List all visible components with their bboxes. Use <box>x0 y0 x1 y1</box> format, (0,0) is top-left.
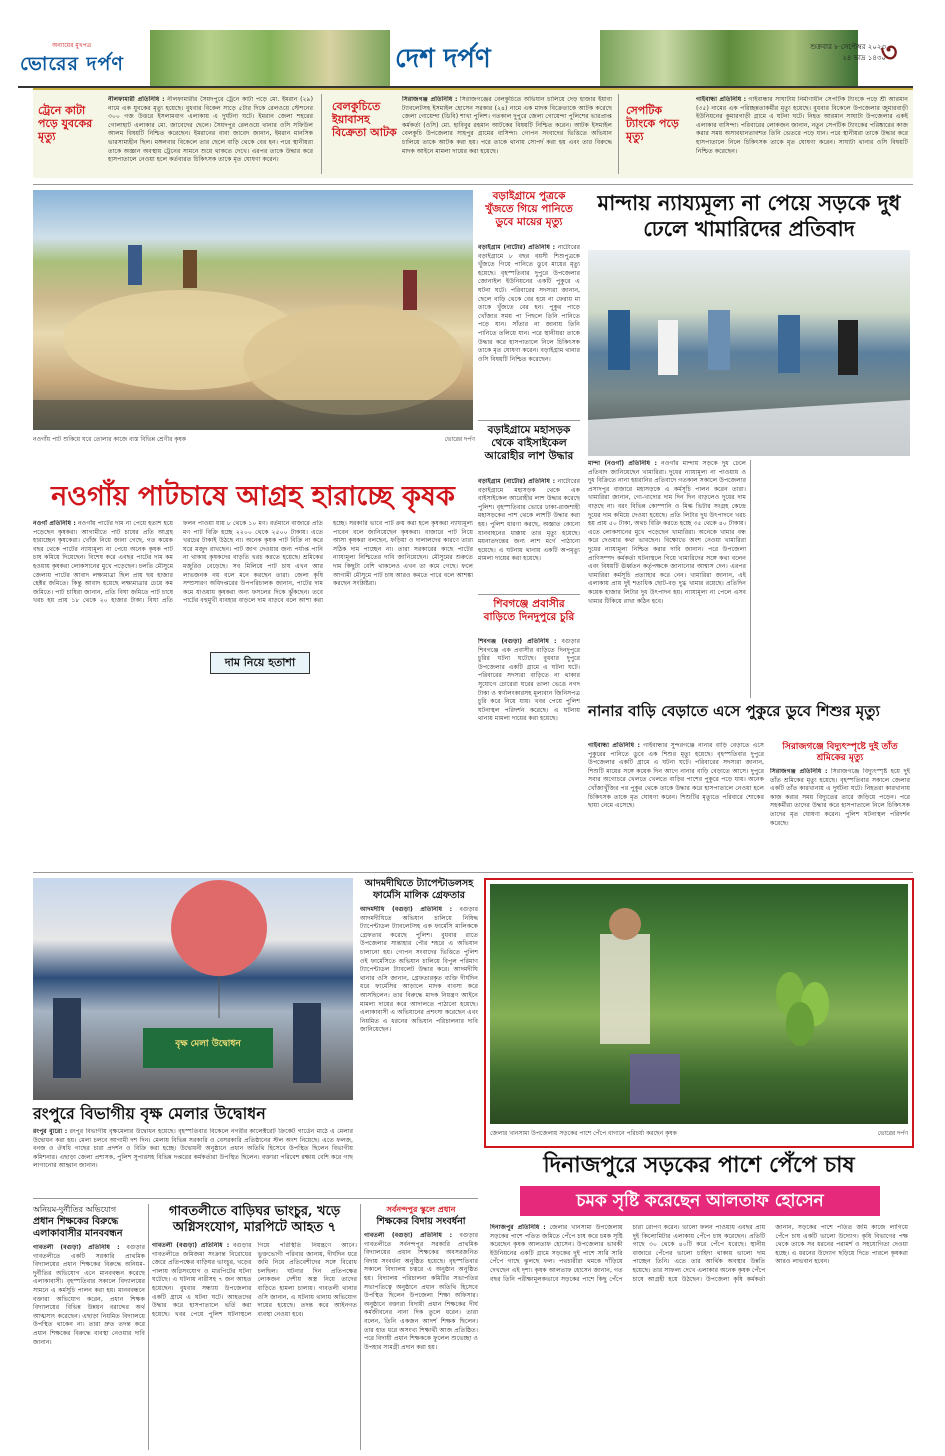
papaya-photo-illustration <box>490 884 908 1124</box>
papaya-farmer-photo <box>490 884 908 1124</box>
tree-fair-text: রংপুর বিভাগীয় বৃক্ষমেলার উদ্বোধন হয়েছে। বৃহস্পতিবার বিকেলে নগরীর কালেক্টরেট ক্রিকেট গার্ডেন মাঠে এ মেলার উদ্বোধন করা হয়। মেলা চলবে আগামী দশ দিন। মেলায় বিভিন্ন সরকারি ও বেসরকারি প্রতিষ্ঠানের স্টল অংশ নিয়েছে। এতে ফলজ, বনজ ও ঔষধি গাছের চারা প্রদর্শন ও বিক্রি করা হচ্ছে। উদ্বোধনী অনুষ্ঠানে প্রধান অতিথি হিসেবে উপস্থিত ছিলেন বিভাগীয় কমিশনার। এছাড়া জেলা প্রশাসক, পুলিশ সুপারসহ বিভিন্ন দপ্তরের কর্মকর্তারা উপস্থিত ছিলেন। বক্তারা পরিবেশ রক্ষায় বেশি করে গাছ লাগানোর আহ্বান জানান। <box>33 1128 353 1170</box>
fire-dateline: গাবতলী (বগুড়া) প্রতিনিধি : <box>152 1242 230 1249</box>
tree-fair-dateline: রংপুর ব্যুরো : <box>33 1128 68 1135</box>
pharmacy-body <box>360 906 478 1196</box>
section-name: দেশ দর্পণ <box>395 44 491 74</box>
tree-fair-photo <box>33 878 353 1100</box>
header-photo-strip-left <box>150 30 390 88</box>
milk-text: নওগাঁর মান্দায় সড়কে দুধ ঢেলে প্রতিবাদ জানিয়েছেন খামারিরা। দুধের ন্যায্যমূল্য না পাওয়ায় ও দুধ বিক্রিতে নানা হয়রানির প্রতিবাদে গতকাল সকালে উপজেলার প্রসাদপুর বাজারে মহাসড়কে এ কর্মসূচি পালন করেন তারা। খামারিরা জানান, গো-খাদ্যের দাম দিন দিন বাড়লেও দুধের দাম বাড়ছে না। বরং বিভিন্ন কোম্পানি ও মিল্ক ভিটার সংগ্রহ কেন্দ্রে দুধের দাম কমিয়ে দেওয়া হয়েছে। প্রতি লিটার দুধ উৎপাদনে খরচ হয় প্রায় ৫০ টাকা, অথচ বিক্রি করতে হচ্ছে ৩৫ থেকে ৪০ টাকায়। এতে লোকসানের মুখে পড়েছেন খামারিরা। অনেকে খামার বন্ধ করে দেওয়ার কথা ভাবছেন। বিক্ষোভে অংশ নেওয়া খামারিরা দুধের ন্যায্যমূল্য নিশ্চিত করার দাবি জানান। পরে উপজেলা প্রাণিসম্পদ কর্মকর্তা ঘটনাস্থলে গিয়ে খামারিদের সঙ্গে কথা বলেন এবং বিষয়টি ঊর্ধ্বতন কর্তৃপক্ষকে জানানোর আশ্বাস দেন। এরপর খামারিরা কর্মসূচি প্রত্যাহার করে নেন। খামারিরা জানান, এই এলাকায় প্রায় দুই শতাধিক ছোট-বড় দুগ্ধ খামার রয়েছে। প্রতিদিন কয়েক হাজার লিটার দুধ উৎপাদন হয়। ন্যায্যমূল্য না পেলে এসব খামার টিকিয়ে রাখা কঠিন হবে। <box>588 460 746 605</box>
top-story-2-dateline: সিরাজগঞ্জ প্রতিনিধি : <box>402 96 458 103</box>
top-story-1-headline[interactable]: ট্রেনে কাটা পড়ে যুবকের মৃত্যু <box>38 104 93 143</box>
tree-fair-headline[interactable]: রংপুরে বিভাগীয় বৃক্ষ মেলার উদ্বোধন <box>33 1104 266 1123</box>
theft-headline[interactable]: শিবগঞ্জে প্রবাসীর বাড়িতে দিনদুপুরে চুরি <box>483 598 575 623</box>
pharmacy-headline[interactable]: আদমদীঘিতে ট্যাপেন্টাডলসহ ফার্মেসি মালিক গ্রেফতার <box>364 878 474 901</box>
top-story-1-body <box>108 96 313 174</box>
milk-headline[interactable]: মান্দায় ন্যায্যমূল্য না পেয়ে সড়কে দুধ ঢেলে খামারিদের প্রতিবাদ <box>597 190 901 241</box>
paper-name: ভোরের দর্পণ <box>20 53 124 75</box>
child-drown-text: গাইবান্ধার সুন্দরগঞ্জে নানার বাড়ি বেড়াতে এসে পুকুরের পানিতে ডুবে এক শিশুর মৃত্যু হয়েছে। বৃহস্পতিবার দুপুরে উপজেলার একটি গ্রামে এ ঘটনা ঘটে। পরিবারের সদস্যরা জানান, শিশুটি মায়ের সঙ্গে কয়েক দিন আগে নানার বাড়ি বেড়াতে আসে। দুপুরে সবার অগোচরে খেলতে খেলতে বাড়ির পাশের পুকুরে পড়ে যায়। অনেক খোঁজাখুঁজির পর পুকুর থেকে তাকে উদ্ধার করে হাসপাতালে নেওয়া হলে চিকিৎসক তাকে মৃত ঘোষণা করেন। শিশুটির মৃত্যুতে পরিবারে শোকের ছায়া নেমে এসেছে। <box>588 742 764 810</box>
page-number: ৩ <box>880 38 898 68</box>
farewell-dateline: গাবতলী (বগুড়া) প্রতিনিধি : <box>364 1232 453 1239</box>
fire-text: বগুড়ার গাবতলীতে জমিজমা সংক্রান্ত বিরোধের জেরে প্রতিপক্ষের বাড়িঘর ভাংচুর, খড়ের পালায় অগ্নিসংযোগ ও মারপিটের ঘটনা ঘটেছে। এ ঘটনায় নারীসহ ৭ জন আহত হয়েছেন। বুধবার সন্ধ্যায় উপজেলার একটি গ্রামে এ ঘটনা ঘটে। আহতদের উদ্ধার করে হাসপাতালে ভর্তি করা হয়েছে। খবর পেয়ে পুলিশ ঘটনাস্থলে গিয়ে পরিস্থিতি নিয়ন্ত্রণে আনে। ভুক্তভোগী পরিবার জানায়, দীর্ঘদিন ধরে জমি নিয়ে প্রতিবেশীদের সঙ্গে বিরোধ চলছিল। ঘটনার দিন প্রতিপক্ষের লোকজন দেশীয় অস্ত্র নিয়ে তাদের বাড়িতে হামলা চালায়। গাবতলী থানার ওসি জানান, এ ঘটনায় থানায় অভিযোগ দায়ের হয়েছে। তদন্ত করে আইনগত ব্যবস্থা নেওয়া হবে। <box>152 1242 357 1318</box>
papaya-photo-caption: জেলার খানসামা উপজেলায় সড়কের পাশে পেঁপে বাগানে পরিচর্যা করছেন কৃষক <box>490 1130 677 1137</box>
anti-corruption-kicker: অনিয়ম-দুর্নীতির অভিযোগ <box>33 1205 117 1214</box>
drown1-headline[interactable]: বড়াইগ্রামে পুত্রকে খুঁজতে গিয়ে পানিতে ডুবে মায়ের মৃত্যু <box>485 190 573 228</box>
issue-date-gregorian: শুক্রবার ৮ সেপ্টেম্বর ২০২৩ <box>810 43 886 51</box>
body-found-dateline: বড়াইগ্রাম (নাটোর) প্রতিনিধি : <box>478 478 556 485</box>
paper-tagline: অন্যায়ের মুখপত্র <box>52 42 92 49</box>
electro-text: সিরাজগঞ্জে বিদ্যুৎস্পৃষ্ট হয়ে দুই তাঁত শ্রমিকের মৃত্যু হয়েছে। বৃহস্পতিবার সকালে জেলার একটি তাঁত কারখানায় এ দুর্ঘটনা ঘটে। নিহতরা কারখানায় কাজ করার সময় বিদ্যুতের তারে জড়িয়ে পড়েন। পরে সহকর্মীরা তাদের উদ্ধার করে হাসপাতালে নিলে চিকিৎসক তাদের মৃত ঘোষণা করেন। পুলিশ ঘটনাস্থল পরিদর্শন করেছে। <box>770 768 910 827</box>
top-story-2-text: সিরাজগঞ্জের বেলকুচিতে অভিযান চালিয়ে দেড় হাজার ইয়াবা ট্যাবলেটসহ ইসমাইল হোসেন সরকার (২৪) নামে এক মাদক বিক্রেতাকে আটক করেছে জেলা গোয়েন্দা (ডিবি) শাখা পুলিশ। গতকাল দুপুরে জেলা গোয়েন্দা পুলিশের ভারপ্রাপ্ত কর্মকর্তা (ওসি) মো. হাবিবুর রহমান আটকের বিষয়টি নিশ্চিত করেন। আটক ইসমাইল বেলকুচি উপজেলার সাহপুর গ্রামের বাসিন্দা। গোপন সংবাদের ভিত্তিতে অভিযান চালিয়ে তাকে আটক করা হয়। পরে তাকে থানায় সোপর্দ করা হয় এবং তার বিরুদ্ধে মাদক আইনে মামলা দায়ের করা হয়েছে। <box>402 96 612 155</box>
milk-photo-illustration <box>588 250 910 456</box>
body-found-headline[interactable]: বড়াইগ্রামে মহাসড়ক থেকে বাইসাইকেল আরোহীর লাশ উদ্ধার <box>484 424 574 462</box>
milk-body <box>588 460 746 698</box>
child-drown-headline[interactable]: নানার বাড়ি বেড়াতে এসে পুকুরে ডুবে শিশুর মৃত্যু <box>588 702 880 720</box>
tree-fair-banner-text: বৃক্ষ মেলা উদ্বোধন <box>175 1039 241 1049</box>
electro-headline[interactable]: সিরাজগঞ্জে বিদ্যুৎস্পৃষ্টে দুই তাঁত শ্রমিকের মৃত্যু <box>782 742 898 763</box>
farewell-text: বগুড়ার গাবতলীতে সর্বনন্দপুর সরকারি প্রাথমিক বিদ্যালয়ের প্রধান শিক্ষকের অবসরজনিত বিদায় সংবর্ধনা অনুষ্ঠিত হয়েছে। বৃহস্পতিবার সকালে বিদ্যালয় চত্বরে এ অনুষ্ঠান অনুষ্ঠিত হয়। বিদ্যালয় পরিচালনা কমিটির সভাপতির সভাপতিত্বে অনুষ্ঠানে প্রধান অতিথি হিসেবে উপস্থিত ছিলেন উপজেলা শিক্ষা অফিসার। অনুষ্ঠানে বক্তারা বিদায়ী প্রধান শিক্ষকের দীর্ঘ কর্মজীবনের নানা দিক তুলে ধরেন। তারা বলেন, তিনি একজন আদর্শ শিক্ষক ছিলেন। তার হাত ধরে অসংখ্য শিক্ষার্থী আজ প্রতিষ্ঠিত। পরে বিদায়ী প্রধান শিক্ষককে ফুলেল শুভেচ্ছা ও উপহার সামগ্রী প্রদান করা হয়। <box>364 1232 478 1351</box>
child-drown-body <box>588 742 764 864</box>
jute-photo-credit: ভোরের দর্পণ <box>444 436 475 443</box>
jute-body <box>33 520 473 820</box>
top-story-3-dateline: গাইবান্ধা প্রতিনিধি : <box>696 96 747 103</box>
theft-body <box>478 638 580 756</box>
top-story-3-body <box>696 96 908 174</box>
pharmacy-dateline: আদমদীঘি (বগুড়া) প্রতিনিধি : <box>360 906 453 913</box>
tree-fair-illustration <box>33 878 353 1100</box>
jute-photo-illustration <box>33 190 473 430</box>
jute-drying-photo <box>33 190 473 430</box>
milk-protest-photo <box>588 250 910 456</box>
papaya-text: জেলার খানসামা উপজেলায় সড়কের পাশে পতিত জমিতে পেঁপে চাষ করে চমক সৃষ্টি করেছেন কৃষক আলতাফ হোসেন। উপজেলার ভাবকী ইউনিয়নের একটি গ্রামে সড়কের দুই পাশে সারি সারি পেঁপে গাছে ঝুলছে ফল। পথচারীরা থমকে দাঁড়িয়ে দেখছেন এই দৃশ্য। কৃষক আলতাফ হোসেন জানান, গত বছর তিনি পরীক্ষামূলকভাবে সড়কের পাশে কিছু পেঁপে চারা রোপণ করেন। ভালো ফলন পাওয়ায় এবছর প্রায় দুই কিলোমিটার এলাকায় পেঁপে চাষ করেছেন। প্রতিটি গাছে ৩০ থেকে ৪০টি করে পেঁপে ধরেছে। স্থানীয় বাজারে পেঁপের ভালো চাহিদা থাকায় ভালো দাম পাচ্ছেন তিনি। এতে তার আর্থিক অবস্থার উন্নতি হয়েছে। তার সাফল্য দেখে এলাকার অনেক কৃষক পেঁপে চাষে আগ্রহী হয়ে উঠছেন। উপজেলা কৃষি কর্মকর্তা জানান, সড়কের পাশে পতিত জমি কাজে লাগিয়ে পেঁপে চাষ একটি ভালো উদ্যোগ। কৃষি বিভাগের পক্ষ থেকে তাকে সব ধরনের পরামর্শ ও সহযোগিতা দেওয়া হচ্ছে। এ ধরনের উদ্যোগ ছড়িয়ে দিতে পারলে কৃষকরা আরও লাভবান হবেন। <box>490 1224 908 1283</box>
top-story-3-text: গাইবান্ধার সাঘাটায় নির্মাণাধীন সেপটিক ট্যাংকে পড়ে শ্রী আরমান (৩৫) নামের এক পরিচ্ছন্নতাকর্মীর মৃত্যু হয়েছে। বুধবার বিকেলে উপজেলার জুমারবাড়ী ইউনিয়নের কুমারগাড়ী গ্রামে এ ঘটনা ঘটে। নিহত আরমান সাঘাটা উপজেলার একই এলাকার বাসিন্দা। পরিবারের লোকজন জানান, নতুন সেপটিক ট্যাংকের পরিষ্কারের কাজ করার সময় অসাবধানতাবশত তিনি ভেতরে পড়ে যান। পরে স্থানীয়রা তাকে উদ্ধার করে হাসপাতালে নিলে চিকিৎসক তাকে মৃত ঘোষণা করেন। সাঘাটা থানার ওসি বিষয়টি নিশ্চিত করেছেন। <box>696 96 908 155</box>
farewell-kicker: সর্বনন্দপুর স্কুলে প্রধান <box>386 1205 456 1214</box>
electro-body <box>770 768 910 864</box>
drown1-dateline: বড়াইগ্রাম (নাটোর) প্রতিনিধি : <box>478 244 556 251</box>
farewell-body <box>364 1232 478 1450</box>
top-story-1-text: নীলফামারীর সৈয়দপুরে ট্রেনে কাটা পড়ে মো. ইমরান (২৯) নামে এক যুবকের মৃত্যু হয়েছে। বুধবার বিকেল সাড়ে ৫টার দিকে রেলওয়ে স্টেশনের ৩০০ গজ উত্তরে ইসলামবাগ এলাকায় এ দুর্ঘটনা ঘটে। ইমরান জেলা শহরের গোলাহাট এলাকার মো. জাবেদের ছেলে। সৈয়দপুর রেলওয়ে থানার ওসি সফিউল আলম বিষয়টি নিশ্চিত করেছেন। ইমরানের বাবা জাবেদ জানান, ইমরান মানসিক ভারসাম্যহীন ছিল। মঙ্গলবার বিকেলে তার ছেলে বাড়ি থেকে বের হন। পরে স্থানীয়রা তাকে অজ্ঞান অবস্থায় ট্রেনের সামনে শুয়ে থাকতে দেখে। এরপর তাকে উদ্ধার করে হাসপাতালে নেওয়া হলে কর্তব্যরত চিকিৎসক তাকে মৃত ঘোষণা করেন। <box>108 96 313 164</box>
drown1-body <box>478 244 580 416</box>
theft-text: বগুড়ার শিবগঞ্জে এক প্রবাসীর বাড়িতে দিনদুপুরে চুরির ঘটনা ঘটেছে। বুধবার দুপুরে উপজেলার একটি গ্রামে এ ঘটনা ঘটে। পরিবারের সদস্যরা বাড়িতে না থাকার সুযোগে চোরেরা ঘরের তালা ভেঙে নগদ টাকা ও স্বর্ণালংকারসহ মূল্যবান জিনিসপত্র চুরি করে নিয়ে যায়। খবর পেয়ে পুলিশ ঘটনাস্থল পরিদর্শন করেছে। এ ঘটনায় থানায় মামলা দায়ের করা হয়েছে। <box>478 638 580 723</box>
paper-logo[interactable] <box>18 40 146 80</box>
papaya-headline[interactable]: দিনাজপুরে সড়কের পাশে পেঁপে চাষ <box>543 1152 855 1178</box>
jute-subhead: দাম নিয়ে হতাশা <box>210 652 310 674</box>
issue-date-bangla: ২৪ ভাদ্র ১৪৩০ <box>842 54 886 62</box>
electro-dateline: সিরাজগঞ্জ প্রতিনিধি : <box>770 768 828 775</box>
body-found-body <box>478 478 580 590</box>
jute-text: নওগাঁয় পাটের দাম না পেয়ে হতাশ হয়ে পড়েছেন কৃষকরা। আগামীতে পাট চাষের প্রতি আগ্রহ হারাচ্ছেন কৃষকেরা। খোঁজ নিয়ে জানা গেছে, গত কয়েক বছর থেকে পাটের ন্যায্যমূল্য না পেয়ে অনেক কৃষক পাট চাষ কমিয়ে দিয়েছেন। বিশেষ করে এবছর পাটের দাম কম হওয়ায় কৃষকরা লোকসানের মুখে পড়েছেন। চলতি মৌসুমে জেলায় পাটের আবাদ লক্ষ্যমাত্রা ছিল প্রায় ছয় হাজার হেক্টর জমিতে। কিন্তু আবাদ হয়েছে লক্ষ্যমাত্রার চেয়ে কম জমিতে। পাট চাষিরা জানান, প্রতি বিঘা জমিতে পাট চাষে খরচ হয় প্রায় ১৮ থেকে ২০ হাজার টাকা। বিঘা প্রতি ফলন পাওয়া যায় ৮ থেকে ১০ মণ। বর্তমানে বাজারে প্রতি মণ পাট বিক্রি হচ্ছে ২২০০ থেকে ২৫০০ টাকায়। এতে খরচের টাকাই উঠছে না। অনেক কৃষক পাট বিক্রি না করে ঘরে মজুদ রাখছেন। পাট জাগ দেওয়ার জন্য পর্যাপ্ত পানি না থাকায় কৃষকদের বাড়তি খরচ করতে হয়েছে। শ্রমিকের মজুরিও বেড়েছে। সব মিলিয়ে পাট চাষ এখন আর লাভজনক নয় বলে মনে করছেন তারা। জেলা কৃষি সম্প্রসারণ অধিদপ্তরের উপপরিচালক জানান, পাটের দাম কমে যাওয়ায় কৃষকরা অন্য ফসলের দিকে ঝুঁকছেন। তবে পাটের বহুমুখী ব্যবহার বাড়লে দাম বাড়বে বলে আশা করা হচ্ছে। সরকারি ভাবে পাট ক্রয় করা হলে কৃষকরা ন্যায্যমূল্য পাবেন বলে জানিয়েছেন কৃষকরা। বাজারে পাট নিয়ে আসা কৃষকরা বলছেন, ফড়িয়া ও দালালদের কারণে তারা সঠিক দাম পাচ্ছেন না। তারা সরকারের কাছে পাটের ন্যায্যমূল্য নিশ্চিতের দাবি জানিয়েছেন। মৌসুমের শুরুতে দাম কিছুটা বেশি থাকলেও এখন তা কমে গেছে। ফলে আগামী মৌসুমে পাট চাষ আরও কমতে পারে বলে আশঙ্কা করছেন সংশ্লিষ্টরা। <box>33 520 473 605</box>
anti-corruption-headline[interactable]: প্রধান শিক্ষকের বিরুদ্ধে এলাকাবাসীর মানববন্ধন <box>33 1216 123 1239</box>
child-drown-dateline: গাইবান্ধা প্রতিনিধি : <box>588 742 640 749</box>
fire-body <box>152 1242 357 1450</box>
papaya-photo-credit: ভোরের দর্পণ <box>877 1130 908 1137</box>
fire-headline[interactable]: গাবতলীতে বাড়িঘর ভাংচুর, খড়ে অগ্নিসংযোগ, মারপিটে আহত ৭ <box>168 1204 341 1235</box>
tree-fair-body <box>33 1128 353 1194</box>
anti-corruption-dateline: গাবতলী (বগুড়া) প্রতিনিধি : <box>33 1244 120 1251</box>
drown1-text: নাটোরের বড়াইগ্রামে ৮ বছর বয়সী শিশুপুত্রকে খুঁজতে গিয়ে পানিতে ডুবে মায়ের মৃত্যু হয়েছে। বৃহস্পতিবার দুপুরে উপজেলার জোনাইল ইউনিয়নের একটি পুকুরে এ ঘটনা ঘটে। পরিবারের সদস্যরা জানান, ছেলে বাড়ি থেকে বের হয়ে না ফেরায় মা তাকে খুঁজতে বের হন। পুকুর পাড়ে খোঁজার সময় পা পিছলে তিনি পানিতে পড়ে যান। সাঁতার না জানায় তিনি পানিতে তলিয়ে যান। পরে স্থানীয়রা তাকে উদ্ধার করে হাসপাতালে নিলে চিকিৎসক তাকে মৃত ঘোষণা করেন। বড়াইগ্রাম থানার ওসি বিষয়টি নিশ্চিত করেছেন। <box>478 244 580 363</box>
theft-dateline: শিবগঞ্জ (বগুড়া) প্রতিনিধি : <box>478 638 557 645</box>
anti-corruption-body <box>33 1244 145 1450</box>
body-found-text: নাটোরের বড়াইগ্রামে মহাসড়ক থেকে এক বাইসাইকেল আরোহীর লাশ উদ্ধার করেছে পুলিশ। বৃহস্পতিবার ভোরে ঢাকা-রাজশাহী মহাসড়কের পাশ থেকে লাশটি উদ্ধার করা হয়। পুলিশ ধারণা করছে, অজ্ঞাত কোনো যানবাহনের ধাক্কায় তার মৃত্যু হয়েছে। ময়নাতদন্তের জন্য লাশ মর্গে পাঠানো হয়েছে। এ ঘটনায় থানায় একটি অপমৃত্যু মামলা দায়ের করা হয়েছে। <box>478 478 580 563</box>
papaya-subhead: চমক সৃষ্টি করেছেন আলতাফ হোসেন <box>520 1186 880 1216</box>
top-story-3-headline[interactable]: সেপটিক ট্যাংকে পড়ে মৃত্যু <box>626 104 679 143</box>
pharmacy-text: বগুড়ার আদমদীঘিতে অভিযান চালিয়ে নিষিদ্ধ ট্যাপেন্টাডল ট্যাবলেটসহ এক ফার্মেসি মালিককে গ্রেফতার করেছে পুলিশ। বুধবার রাতে উপজেলার সান্তাহার পৌর শহরে এ অভিযান চালানো হয়। গোপন সংবাদের ভিত্তিতে পুলিশ ওই ফার্মেসিতে অভিযান চালিয়ে বিপুল পরিমাণ ট্যাপেন্টাডল ট্যাবলেট উদ্ধার করে। আদমদীঘি থানার ওসি জানান, গ্রেফতারকৃত ব্যক্তি দীর্ঘদিন ধরে ফার্মেসির আড়ালে মাদক ব্যবসা করে আসছিলেন। তার বিরুদ্ধে মাদক নিয়ন্ত্রণ আইনে মামলা দায়ের করে আদালতে পাঠানো হয়েছে। এলাকাবাসী এ অভিযানের প্রশংসা করেছেন এবং নিয়মিত এ ধরনের অভিযান পরিচালনার দাবি জানিয়েছেন। <box>360 906 478 1034</box>
jute-headline[interactable]: নওগাঁয় পাটচাষে আগ্রহ হারাচ্ছে কৃষক <box>51 481 455 512</box>
top-story-2-body <box>402 96 612 174</box>
anti-corruption-text: বগুড়ার গাবতলীতে একটি সরকারি প্রাথমিক বিদ্যালয়ের প্রধান শিক্ষকের বিরুদ্ধে অনিয়ম-দুর্নীতির অভিযোগ এনে মানববন্ধন করেছে এলাকাবাসী। বৃহস্পতিবার সকালে বিদ্যালয়ের সামনে এ কর্মসূচি পালন করা হয়। মানববন্ধনে বক্তারা অভিযোগ করেন, প্রধান শিক্ষক বিদ্যালয়ের বিভিন্ন উন্নয়ন বরাদ্দের অর্থ আত্মসাৎ করেছেন। এছাড়া নিয়মিত বিদ্যালয়ে উপস্থিত থাকেন না। তারা দ্রুত তদন্ত করে প্রধান শিক্ষকের বিরুদ্ধে ব্যবস্থা নেওয়ার দাবি জানান। <box>33 1244 145 1346</box>
jute-photo-caption: নওগাঁয় পাট শুকিয়ে ঘরে তোলার কাজে ব্যস্ত বিভিন্ন শ্রেণীর কৃষক <box>33 436 187 443</box>
papaya-dateline: দিনাজপুর প্রতিনিধি : <box>490 1224 546 1231</box>
milk-dateline: মান্দা (নওগাঁ) প্রতিনিধি : <box>588 460 657 467</box>
top-story-2-headline[interactable]: বেলকুচিতে ইয়াবাসহ বিক্রেতা আটক <box>332 100 397 139</box>
papaya-body <box>490 1224 908 1450</box>
top-story-1-dateline: নীলফামারী প্রতিনিধি : <box>108 96 165 103</box>
jute-dateline: নওগাঁ প্রতিনিধি : <box>33 520 76 527</box>
farewell-headline[interactable]: শিক্ষকের বিদায় সংবর্ধনা <box>376 1216 466 1227</box>
